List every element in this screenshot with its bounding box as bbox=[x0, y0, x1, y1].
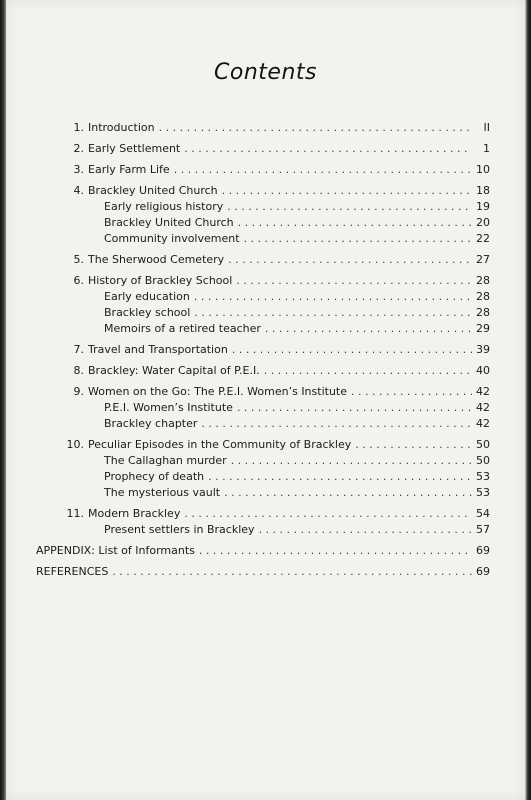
toc-subentry bbox=[62, 416, 490, 432]
dot-leader bbox=[184, 141, 472, 157]
toc-entry bbox=[62, 342, 490, 358]
entry-page-number: 22 bbox=[476, 232, 490, 245]
toc-section bbox=[62, 252, 490, 268]
table-of-contents bbox=[36, 120, 490, 585]
entry-page-number: 54 bbox=[476, 507, 490, 520]
entry-title: Early religious history bbox=[104, 200, 224, 213]
entry-number: 6. bbox=[73, 274, 84, 287]
toc-subentry bbox=[62, 289, 490, 305]
dot-leader bbox=[355, 437, 472, 453]
entry-number: 2. bbox=[73, 142, 84, 155]
entry-page-number: 50 bbox=[476, 454, 490, 467]
toc-subentry bbox=[62, 522, 490, 538]
entry-page-number: 18 bbox=[476, 184, 490, 197]
entry-title: Introduction bbox=[88, 121, 155, 134]
entry-number: 4. bbox=[73, 184, 84, 197]
entry-number: 11. bbox=[66, 507, 84, 520]
entry-number: 1. bbox=[73, 121, 84, 134]
entry-page-number: 28 bbox=[476, 290, 490, 303]
entry-number: 5. bbox=[73, 253, 84, 266]
toc-subentry bbox=[62, 215, 490, 231]
toc-entry bbox=[62, 183, 490, 199]
dot-leader bbox=[208, 469, 472, 485]
entry-title: Present settlers in Brackley bbox=[104, 523, 255, 536]
entry-title: Memoirs of a retired teacher bbox=[104, 322, 261, 335]
entry-page-number: 69 bbox=[476, 544, 490, 557]
toc-subentry bbox=[62, 305, 490, 321]
page-edge-shadow bbox=[525, 0, 531, 800]
toc-section bbox=[62, 363, 490, 379]
entry-title: The Callaghan murder bbox=[104, 454, 227, 467]
entry-title: Peculiar Episodes in the Community of Brackley bbox=[88, 438, 352, 451]
dot-leader bbox=[159, 120, 472, 136]
entry-page-number: 53 bbox=[476, 470, 490, 483]
toc-entry bbox=[62, 384, 490, 400]
toc-entry bbox=[36, 564, 490, 580]
entry-number: 7. bbox=[73, 343, 84, 356]
dot-leader bbox=[228, 252, 472, 268]
toc-subentry bbox=[62, 400, 490, 416]
entry-number: 8. bbox=[73, 364, 84, 377]
toc-entry bbox=[62, 141, 490, 157]
entry-page-number: 42 bbox=[476, 417, 490, 430]
toc-subentry bbox=[62, 231, 490, 247]
entry-title: Brackley United Church bbox=[104, 216, 234, 229]
toc-section bbox=[62, 273, 490, 337]
entry-page-number: 57 bbox=[476, 523, 490, 536]
toc-section bbox=[62, 506, 490, 538]
toc-entry bbox=[62, 273, 490, 289]
dot-leader bbox=[194, 305, 472, 321]
entry-page-number: 1 bbox=[483, 142, 490, 155]
toc-section bbox=[62, 120, 490, 136]
dot-leader bbox=[264, 363, 472, 379]
entry-title: Community involvement bbox=[104, 232, 240, 245]
dot-leader bbox=[174, 162, 472, 178]
dot-leader bbox=[224, 485, 472, 501]
toc-section bbox=[62, 342, 490, 358]
toc-entry bbox=[62, 437, 490, 453]
entry-page-number: II bbox=[483, 121, 490, 134]
toc-section bbox=[62, 141, 490, 157]
contents-heading: Contents bbox=[214, 60, 317, 85]
entry-page-number: 29 bbox=[476, 322, 490, 335]
dot-leader bbox=[184, 506, 472, 522]
entry-title: P.E.I. Women’s Institute bbox=[104, 401, 233, 414]
entry-page-number: 39 bbox=[476, 343, 490, 356]
entry-page-number: 50 bbox=[476, 438, 490, 451]
toc-entry bbox=[62, 162, 490, 178]
entry-number: 10. bbox=[66, 438, 84, 451]
entry-title: Women on the Go: The P.E.I. Women’s Institute bbox=[88, 385, 347, 398]
entry-number: 9. bbox=[73, 385, 84, 398]
dot-leader bbox=[259, 522, 472, 538]
dot-leader bbox=[236, 273, 472, 289]
dot-leader bbox=[265, 321, 472, 337]
dot-leader bbox=[201, 416, 472, 432]
dot-leader bbox=[199, 543, 472, 559]
toc-subentry bbox=[62, 199, 490, 215]
entry-page-number: 27 bbox=[476, 253, 490, 266]
dot-leader bbox=[237, 400, 472, 416]
dot-leader bbox=[112, 564, 472, 580]
entry-title: Early Farm Life bbox=[88, 163, 170, 176]
entry-page-number: 28 bbox=[476, 306, 490, 319]
entry-page-number: 42 bbox=[476, 401, 490, 414]
entry-title: The mysterious vault bbox=[104, 486, 221, 499]
dot-leader bbox=[222, 183, 472, 199]
entry-page-number: 53 bbox=[476, 486, 490, 499]
entry-page-number: 40 bbox=[476, 364, 490, 377]
entry-page-number: 69 bbox=[476, 565, 490, 578]
entry-title: Brackley United Church bbox=[88, 184, 218, 197]
dot-leader bbox=[238, 215, 472, 231]
entry-number: 3. bbox=[73, 163, 84, 176]
dot-leader bbox=[351, 384, 472, 400]
toc-section bbox=[62, 384, 490, 432]
toc-entry bbox=[36, 543, 490, 559]
entry-page-number: 10 bbox=[476, 163, 490, 176]
dot-leader bbox=[231, 453, 472, 469]
toc-entry bbox=[62, 506, 490, 522]
entry-title: Prophecy of death bbox=[104, 470, 205, 483]
dot-leader bbox=[244, 231, 472, 247]
entry-page-number: 20 bbox=[476, 216, 490, 229]
entry-title: REFERENCES bbox=[36, 565, 109, 578]
toc-section bbox=[36, 543, 490, 559]
entry-title: Early education bbox=[104, 290, 190, 303]
dot-leader bbox=[232, 342, 472, 358]
toc-subentry bbox=[62, 453, 490, 469]
entry-page-number: 42 bbox=[476, 385, 490, 398]
toc-section bbox=[62, 183, 490, 247]
entry-page-number: 19 bbox=[476, 200, 490, 213]
entry-title: Early Settlement bbox=[88, 142, 181, 155]
dot-leader bbox=[194, 289, 472, 305]
toc-entry bbox=[62, 120, 490, 136]
toc-subentry bbox=[62, 485, 490, 501]
entry-title: Brackley school bbox=[104, 306, 191, 319]
toc-subentry bbox=[62, 469, 490, 485]
entry-title: The Sherwood Cemetery bbox=[88, 253, 225, 266]
toc-subentry bbox=[62, 321, 490, 337]
entry-title: APPENDIX: List of Informants bbox=[36, 544, 195, 557]
toc-section bbox=[36, 564, 490, 580]
entry-title: Modern Brackley bbox=[88, 507, 181, 520]
toc-section bbox=[62, 162, 490, 178]
entry-title: History of Brackley School bbox=[88, 274, 233, 287]
entry-page-number: 28 bbox=[476, 274, 490, 287]
toc-entry bbox=[62, 252, 490, 268]
toc-section bbox=[62, 437, 490, 501]
entry-title: Travel and Transportation bbox=[88, 343, 228, 356]
toc-entry bbox=[62, 363, 490, 379]
entry-title: Brackley chapter bbox=[104, 417, 198, 430]
entry-title: Brackley: Water Capital of P.E.I. bbox=[88, 364, 260, 377]
dot-leader bbox=[227, 199, 472, 215]
